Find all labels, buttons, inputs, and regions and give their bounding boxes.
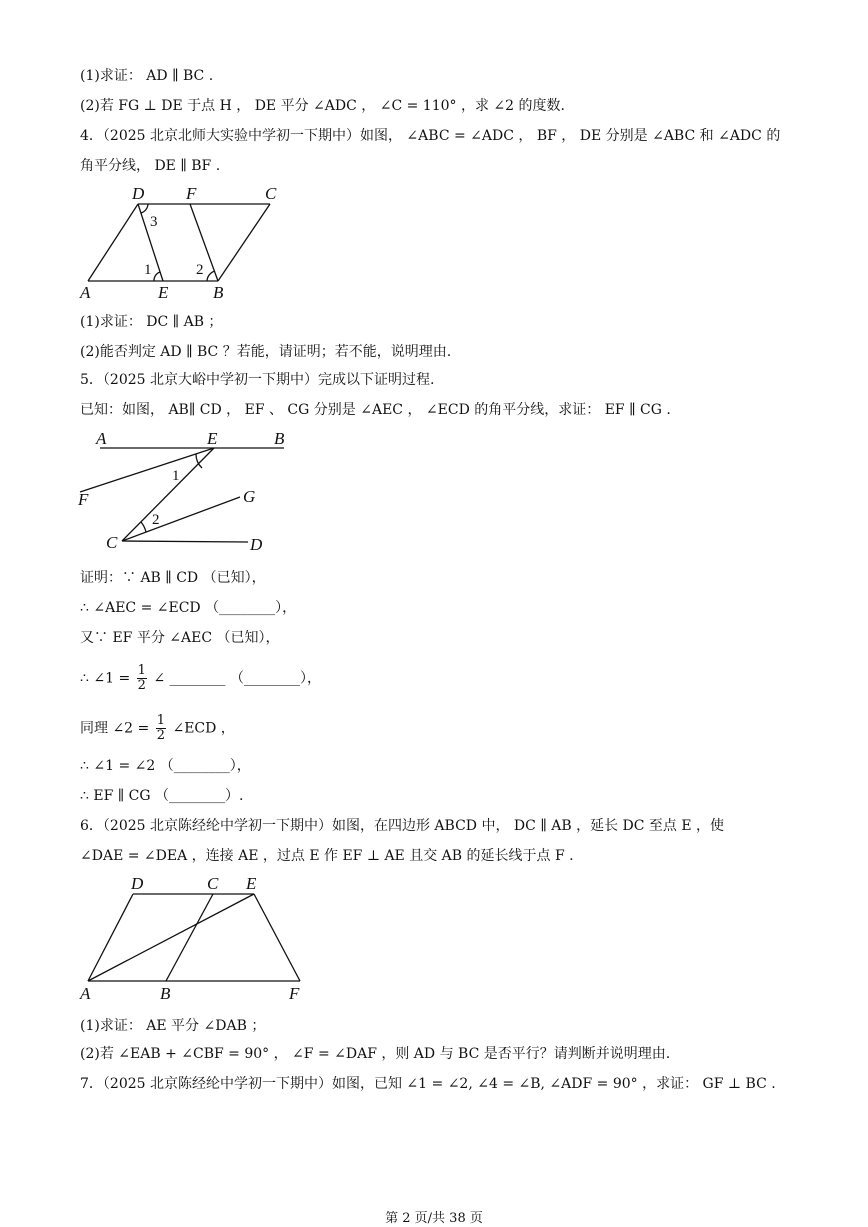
fig5-label-d: D: [250, 535, 263, 554]
fraction-one-half: [137, 664, 147, 693]
q4-stem: 4．（2025 北京北师大实验中学初一下期中）如图， ∠ABC = ∠ADC ， BF ， DE 分别是 ∠ABC 和 ∠ADC 的: [80, 128, 781, 144]
fig4-label-c: C: [265, 184, 277, 203]
q5-proof-line-5: [80, 714, 235, 743]
q5-proof-line-5-end: ∠ECD ，: [172, 720, 235, 737]
q5-proof-line-3: 又∵ EF 平分 ∠AEC （已知），: [80, 630, 280, 646]
q5-proof-line-5-start: 同理 ∠2 =: [80, 720, 150, 737]
fig5-label-f: F: [78, 490, 89, 509]
fraction-one-half: [156, 714, 166, 743]
q3-part1: (1)求证： AD ∥ BC .: [80, 68, 214, 84]
fig5-label-e: E: [207, 429, 218, 448]
fig4-label-b: B: [213, 283, 224, 302]
q6-stem-cont: ∠DAE = ∠DEA ，连接 AE ，过点 E 作 EF ⊥ AE 且交 AB 的延长线于点 F .: [80, 848, 574, 864]
q5-proof-line-4: [80, 664, 321, 693]
q5-proof-line-7: ∴ EF ∥ CG （________）.: [80, 788, 244, 804]
q3-part2: (2)若 FG ⊥ DE 于点 H ， DE 平分 ∠ADC ， ∠C = 110° ，求 ∠2 的度数.: [80, 98, 565, 114]
fig4-label-f: F: [186, 184, 197, 203]
q5-stem: 5．（2025 北京大峪中学初一下期中）完成以下证明过程.: [80, 372, 435, 388]
fig4-angle-3: 3: [150, 214, 158, 230]
fig4-angle-2: 2: [196, 262, 204, 278]
fraction-numerator: 1: [137, 663, 146, 678]
fig4-label-d: D: [132, 184, 145, 203]
fig5-label-a: A: [96, 429, 107, 448]
q6-stem: 6．（2025 北京陈经纶中学初一下期中）如图，在四边形 ABCD 中， DC ∥ AB ，延长 DC 至点 E ，使: [80, 818, 725, 834]
fig5-angle-1: 1: [172, 468, 180, 484]
fig5-label-b: B: [274, 429, 285, 448]
q5-proof-line-2: ∴ ∠AEC = ∠ECD （________），: [80, 600, 297, 616]
q6-part1: (1)求证： AE 平分 ∠DAB ；: [80, 1018, 266, 1034]
q4-part2: (2)能否判定 AD ∥ BC ？若能，请证明；若不能，说明理由.: [80, 344, 452, 360]
q4-part1: (1)求证： DC ∥ AB ；: [80, 314, 223, 330]
fig4-label-a: A: [80, 283, 91, 302]
fraction-denominator: 2: [137, 678, 146, 693]
fig6-label-e: E: [246, 874, 257, 893]
q7-stem: 7．（2025 北京陈经纶中学初一下期中）如图，已知 ∠1 = ∠2, ∠4 = ∠B, ∠ADF = 90° ，求证： GF ⊥ BC .: [80, 1076, 776, 1092]
fig4-angle-1: 1: [144, 262, 152, 278]
q5-given: 已知：如图， AB∥ CD ， EF 、 CG 分别是 ∠AEC ， ∠ECD 的角平分线，求证： EF ∥ CG .: [80, 402, 671, 418]
q6-part2: (2)若 ∠EAB + ∠CBF = 90° ， ∠F = ∠DAF ，则 AD 与 BC 是否平行？请判断并说明理由.: [80, 1046, 671, 1062]
fig5-angle-2: 2: [152, 512, 160, 528]
fig6-label-a: A: [80, 984, 91, 1003]
fig6-label-f: F: [289, 984, 300, 1003]
fig5-label-g: G: [243, 487, 256, 506]
page-footer: 第 2 页/共 38 页: [385, 1211, 483, 1226]
fraction-numerator: 1: [156, 713, 166, 728]
q4-stem-cont: 角平分线， DE ∥ BF .: [80, 158, 221, 174]
fig6-label-b: B: [160, 984, 171, 1003]
q5-proof-line-1: 证明：∵ AB ∥ CD （已知），: [80, 570, 266, 586]
fig6-label-c: C: [207, 874, 219, 893]
q5-proof-line-6: ∴ ∠1 = ∠2 （________），: [80, 758, 251, 774]
fig6-label-d: D: [131, 874, 144, 893]
q5-proof-line-4-end: ∠ ________ （________），: [153, 670, 322, 687]
fig4-label-e: E: [158, 283, 169, 302]
fraction-denominator: 2: [156, 728, 166, 743]
q5-proof-line-4-start: ∴ ∠1 =: [80, 670, 131, 687]
fig5-label-c: C: [106, 533, 118, 552]
